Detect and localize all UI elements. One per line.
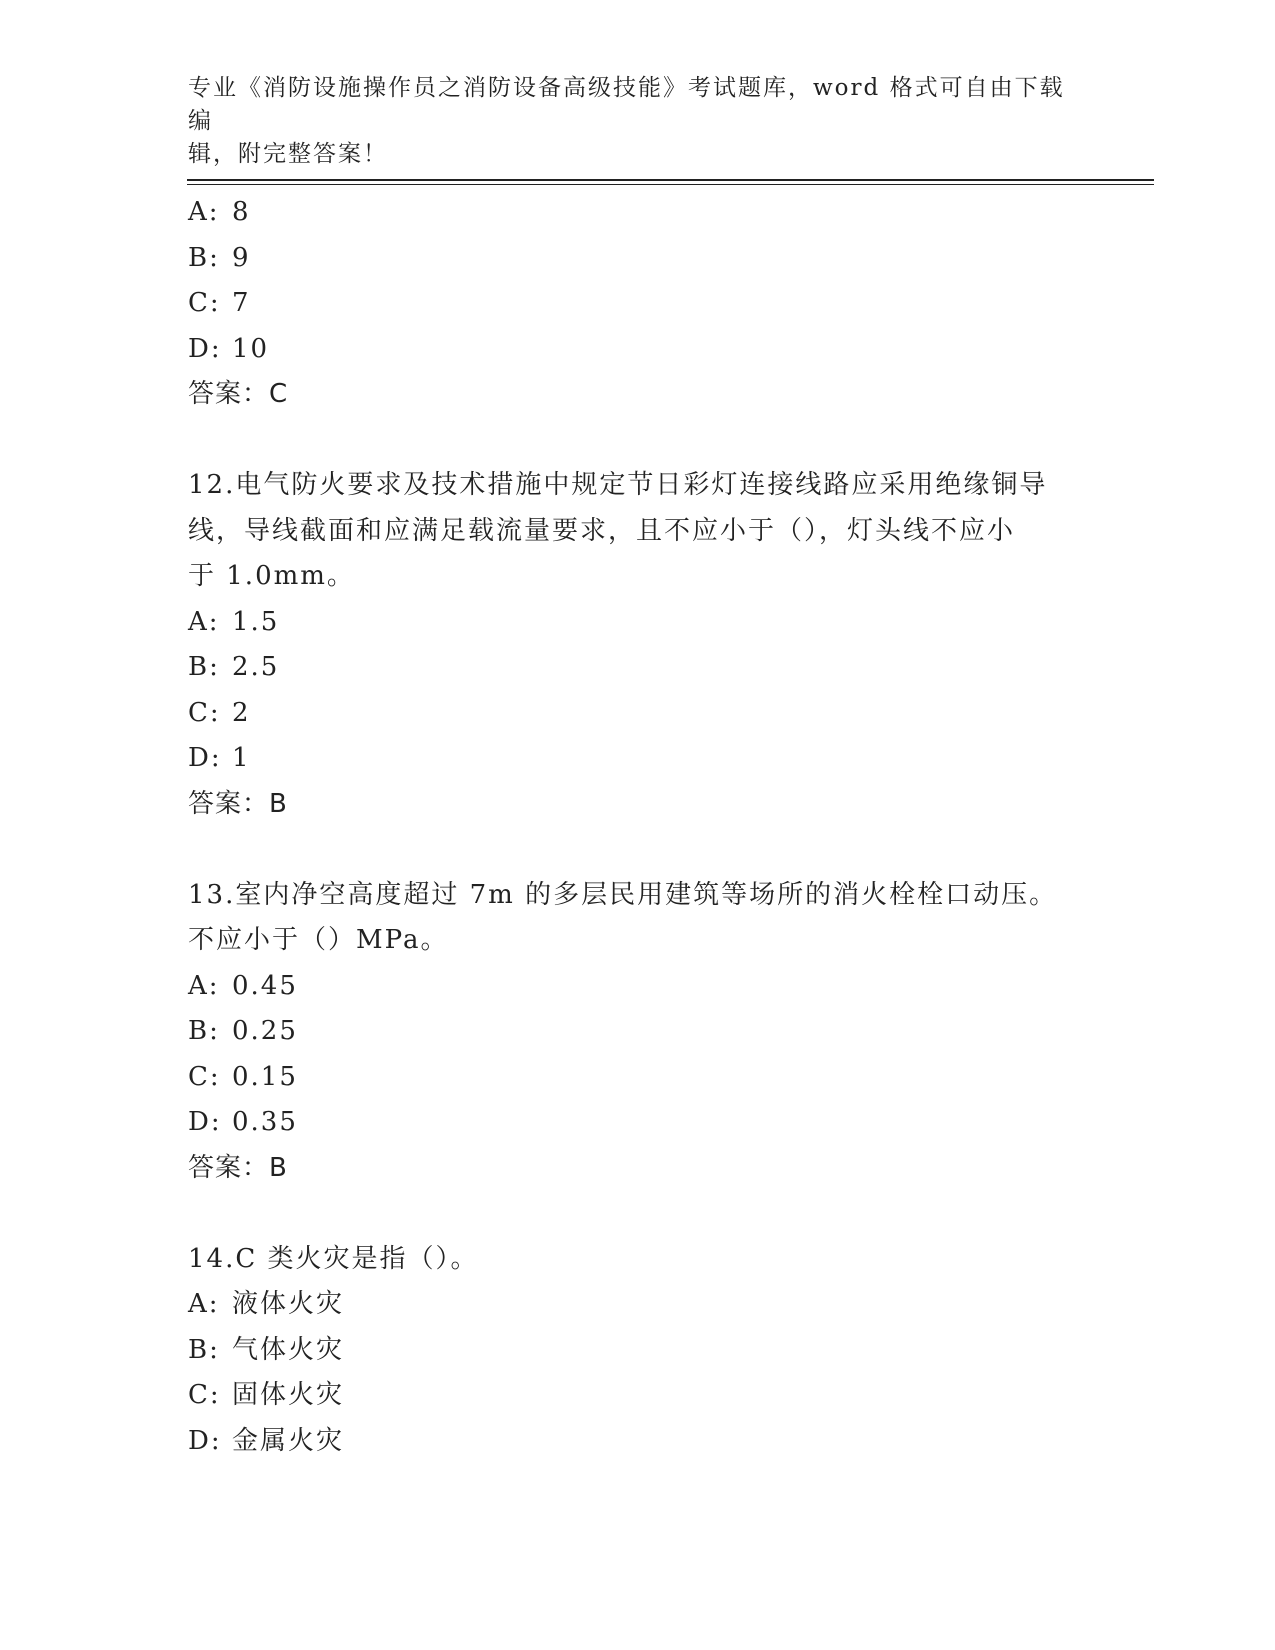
header-line-2: 辑，附完整答案！ (188, 141, 388, 167)
question-list (188, 190, 1088, 1464)
option-d: D: 0.35 (188, 1107, 298, 1137)
header-divider-thin (187, 184, 1154, 185)
option-a: A: 1.5 (188, 606, 280, 637)
question-12 (188, 463, 1088, 827)
question-text-line: 线，导线截面和应满足载流量要求，且不应小于（），灯头线不应小 (188, 515, 1016, 546)
question-text-line: 14.C 类火灾是指（）。 (188, 1243, 479, 1274)
option-d: D: 1 (188, 743, 251, 773)
answer-line: 答案：B (188, 1152, 288, 1183)
question-text-line: 不应小于（）MPa。 (188, 925, 449, 955)
option-d: D: 10 (188, 333, 270, 364)
option-a: A: 液体火灾 (188, 1289, 345, 1319)
spacer (188, 827, 1088, 873)
header-divider-thick (187, 179, 1154, 181)
answer-line: 答案：B (188, 788, 288, 819)
question-text-line: 13.室内净空高度超过 7m 的多层民用建筑等场所的消火栓栓口动压。 (188, 879, 1058, 910)
option-d: D: 金属火灾 (188, 1425, 345, 1456)
option-b: B: 2.5 (188, 652, 280, 682)
option-b: B: 气体火灾 (188, 1334, 345, 1365)
option-c: C: 7 (188, 288, 251, 318)
option-c: C: 0.15 (188, 1061, 298, 1092)
question-13 (188, 873, 1088, 1192)
option-a: A: 8 (188, 197, 251, 227)
question-text-line: 12.电气防火要求及技术措施中规定节日彩灯连接线路应采用绝缘铜导 (188, 470, 1048, 500)
option-b: B: 9 (188, 242, 251, 273)
spacer (188, 1191, 1088, 1237)
question-11-continued (188, 190, 1088, 418)
option-b: B: 0.25 (188, 1016, 298, 1046)
answer-line: 答案：C (188, 379, 289, 409)
option-c: C: 2 (188, 697, 251, 728)
question-text-line: 于 1.0mm。 (188, 561, 355, 591)
option-a: A: 0.45 (188, 970, 298, 1001)
option-c: C: 固体火灾 (188, 1380, 345, 1410)
header-line-1: 专业《消防设施操作员之消防设备高级技能》考试题库，word 格式可自由下载编 (188, 75, 1065, 134)
spacer (188, 418, 1088, 464)
question-14 (188, 1237, 1088, 1465)
document-header (188, 72, 1068, 171)
